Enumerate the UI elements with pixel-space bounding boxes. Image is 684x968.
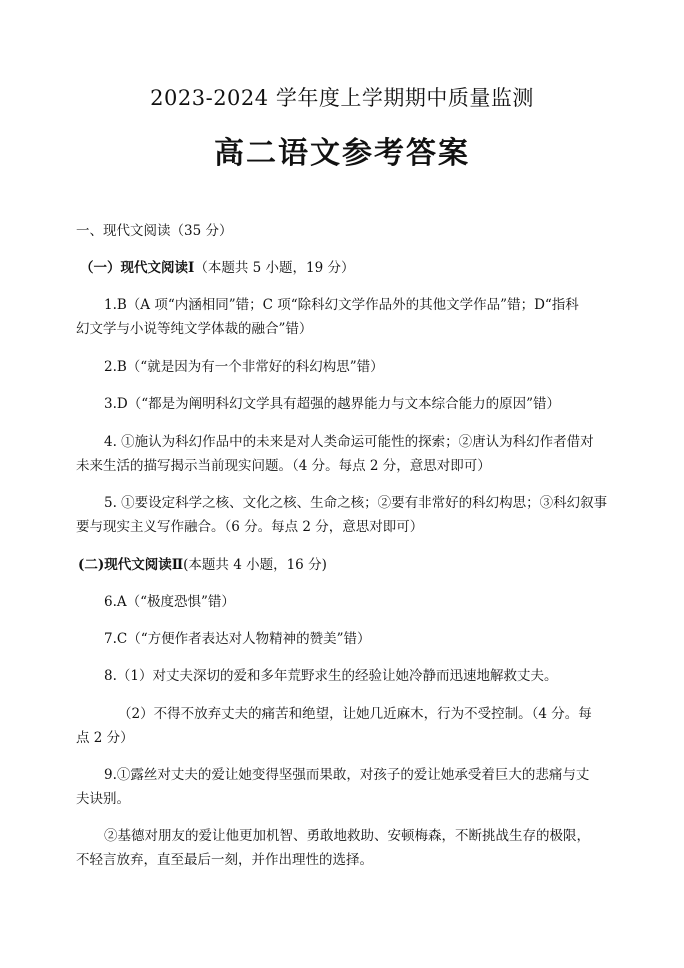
answer-5-line-2: 要与现实主义写作融合。（6 分。每点 2 分，意思对即可） — [76, 519, 424, 535]
part2-heading-label: (二)现代文阅读Ⅱ — [78, 557, 184, 573]
answer-4-line-2: 未来生活的描写揭示当前现实问题。（4 分。每点 2 分，意思对即可） — [76, 458, 491, 474]
answer-5-line-1: 5. ①要设定科学之核、文化之核、生命之核；②要有非常好的科幻构思；③科幻叙事 — [104, 495, 608, 511]
answer-3: 3.D（“都是为阐明科幻文学具有超强的越界能力与文本综合能力的原因”错） — [104, 396, 561, 412]
answer-7: 7.C（“方便作者表达对人物精神的赞美”错） — [104, 631, 371, 647]
section-heading-modern-reading: 一、现代文阅读（35 分） — [76, 223, 233, 239]
answer-1-line-1: 1.B（A 项“内涵相同”错；C 项“除科幻文学作品外的其他文学作品”错；D“指科 — [104, 297, 579, 313]
answer-8-line-3: 点 2 分） — [76, 730, 134, 746]
answer-2: 2.B（“就是因为有一个非常好的科幻构思”错） — [104, 359, 384, 375]
part1-heading-label: （一）现代文阅读Ⅰ — [80, 260, 195, 276]
part1-heading-detail: （本题共 5 小题，19 分） — [194, 260, 355, 276]
exam-title: 2023-2024 学年度上学期期中质量监测 — [150, 86, 534, 110]
answer-8-line-1: 8.（1）对丈夫深切的爱和多年荒野求生的经验让她冷静而迅速地解救丈夫。 — [104, 668, 558, 684]
answer-6: 6.A（“极度恐惧”错） — [104, 594, 235, 610]
document-title: 高二语文参考答案 — [214, 136, 470, 171]
answer-9-line-2: 夫诀别。 — [76, 791, 130, 807]
answer-8-line-2: （2）不得不放弃丈夫的痛苦和绝望，让她几近麻木，行为不受控制。（4 分。每 — [118, 706, 592, 722]
answer-4-line-1: 4. ①施认为科幻作品中的未来是对人类命运可能性的探索；②唐认为科幻作者借对 — [104, 434, 594, 450]
answer-9-line-1: 9.①露丝对丈夫的爱让她变得坚强而果敢，对孩子的爱让她承受着巨大的悲痛与丈 — [104, 767, 590, 783]
answer-9-line-3: ②基德对朋友的爱让他更加机智、勇敢地救助、安顿梅森，不断挑战生存的极限， — [104, 828, 590, 844]
part1-heading — [80, 258, 354, 278]
answer-1-line-2: 幻文学与小说等纯文学体裁的融合”错） — [76, 321, 313, 337]
answer-9-line-4: 不轻言放弃，直至最后一刻，并作出理性的选择。 — [76, 852, 373, 868]
part2-heading — [78, 555, 327, 575]
part2-heading-detail: (本题共 4 小题，16 分) — [183, 557, 327, 573]
